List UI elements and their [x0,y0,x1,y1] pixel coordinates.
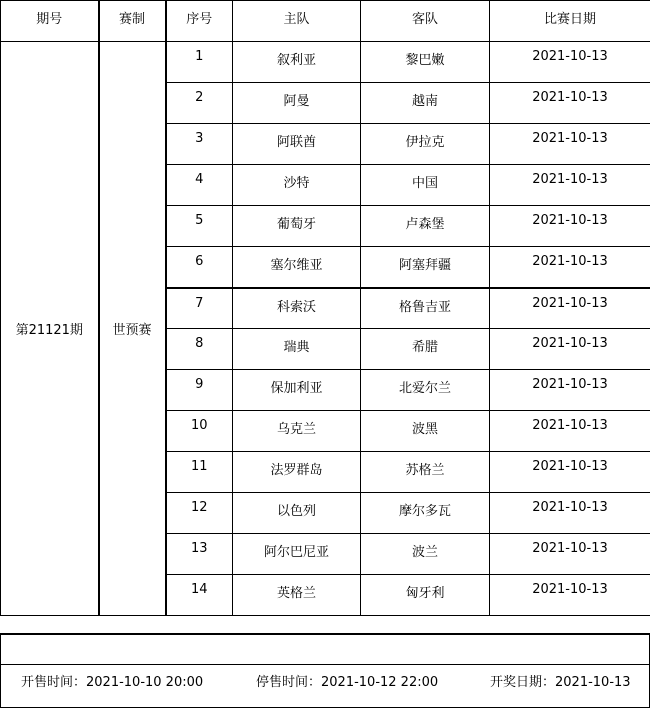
away-team-cell: 中国 [361,165,490,206]
away-team-cell: 波黑 [361,411,490,452]
away-team-cell: 波兰 [361,534,490,575]
home-team-cell: 沙特 [233,165,361,206]
sale-stop-time: 停售时间：2021-10-12 22:00 [256,671,438,690]
date-cell: 2021-10-13 [490,493,650,534]
number-cell: 9 [166,370,233,411]
header-issue: 期号 [1,1,99,42]
date-cell: 2021-10-13 [490,83,650,124]
date-cell: 2021-10-13 [490,411,650,452]
home-team-cell: 法罗群岛 [233,452,361,493]
home-team-cell: 葡萄牙 [233,206,361,247]
date-cell: 2021-10-13 [490,247,650,288]
header-date: 比赛日期 [490,1,650,42]
away-team-cell: 黎巴嫩 [361,42,490,83]
home-team-cell: 叙利亚 [233,42,361,83]
number-cell: 7 [166,288,233,329]
home-team-cell: 阿尔巴尼亚 [233,534,361,575]
number-cell: 11 [166,452,233,493]
date-cell: 2021-10-13 [490,165,650,206]
home-team-cell: 乌克兰 [233,411,361,452]
date-cell: 2021-10-13 [490,206,650,247]
number-cell: 14 [166,575,233,616]
away-team-cell: 越南 [361,83,490,124]
away-team-cell: 希腊 [361,329,490,370]
home-team-cell: 塞尔维亚 [233,247,361,288]
number-cell: 8 [166,329,233,370]
draw-date: 开奖日期：2021-10-13 [490,671,631,690]
number-cell: 10 [166,411,233,452]
header-away: 客队 [361,1,490,42]
away-team-cell: 苏格兰 [361,452,490,493]
issue-cell: 第21121期 [1,42,99,616]
number-cell: 1 [166,42,233,83]
number-cell: 2 [166,83,233,124]
header-row [1,1,650,42]
date-cell: 2021-10-13 [490,288,650,329]
number-cell: 5 [166,206,233,247]
sale-start-time: 开售时间：2021-10-10 20:00 [21,671,203,690]
number-cell: 4 [166,165,233,206]
number-cell: 3 [166,124,233,165]
blank-row [0,633,650,665]
away-team-cell: 阿塞拜疆 [361,247,490,288]
home-team-cell: 保加利亚 [233,370,361,411]
table-row [1,42,650,83]
date-cell: 2021-10-13 [490,329,650,370]
date-cell: 2021-10-13 [490,42,650,83]
number-cell: 13 [166,534,233,575]
date-cell: 2021-10-13 [490,124,650,165]
date-cell: 2021-10-13 [490,370,650,411]
away-team-cell: 匈牙利 [361,575,490,616]
home-team-cell: 阿联酋 [233,124,361,165]
footer [0,664,650,708]
home-team-cell: 瑞典 [233,329,361,370]
home-team-cell: 科索沃 [233,288,361,329]
away-team-cell: 卢森堡 [361,206,490,247]
away-team-cell: 北爱尔兰 [361,370,490,411]
home-team-cell: 英格兰 [233,575,361,616]
away-team-cell: 摩尔多瓦 [361,493,490,534]
number-cell: 12 [166,493,233,534]
number-cell: 6 [166,247,233,288]
header-format: 赛制 [99,1,166,42]
date-cell: 2021-10-13 [490,534,650,575]
home-team-cell: 阿曼 [233,83,361,124]
date-cell: 2021-10-13 [490,575,650,616]
date-cell: 2021-10-13 [490,452,650,493]
away-team-cell: 伊拉克 [361,124,490,165]
header-number: 序号 [166,1,233,42]
home-team-cell: 以色列 [233,493,361,534]
away-team-cell: 格鲁吉亚 [361,288,490,329]
format-cell: 世预赛 [99,42,166,616]
header-home: 主队 [233,1,361,42]
